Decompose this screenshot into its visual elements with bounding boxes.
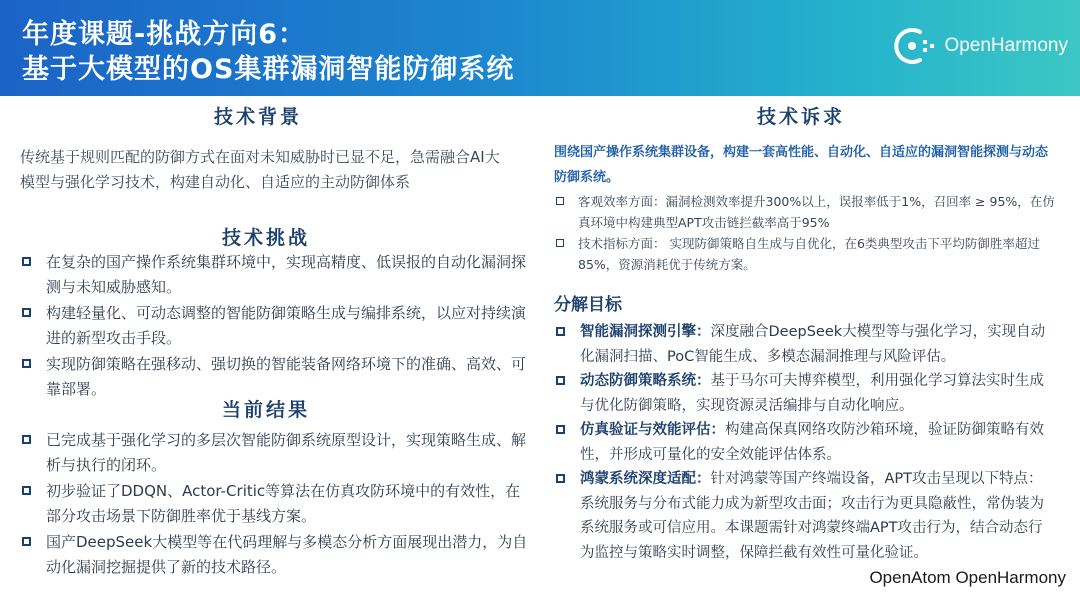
section-title-background: 技术背景 — [214, 106, 303, 128]
challenge-item — [20, 250, 526, 300]
result-item — [20, 428, 530, 478]
demands-list — [554, 191, 1066, 275]
openharmony-logo-icon — [890, 24, 938, 68]
goal-text: 针对鸿蒙等国产终端设备，APT攻击呈现以下特点：系统服务与分布式能力成为新型攻击面；攻击行为更具隐蔽性，常伪装为系统服务或可信应用。本课题需针对鸿蒙终端APT攻击行为，结合动态行为监控与策略实时调整，保障拦截有效性可量化验证。 — [580, 471, 1044, 561]
goal-text: 深度融合DeepSeek大模型等与强化学习，实现自动化漏洞扫描、PoC智能生成、多模态漏洞推理与风险评估。 — [580, 324, 1046, 365]
challenges-list — [20, 250, 526, 403]
page-title-line1: 年度课题-挑战方向6： — [22, 19, 306, 50]
bullet-square-icon — [556, 376, 565, 385]
openharmony-logo — [890, 24, 1068, 68]
challenge-item — [20, 301, 526, 351]
demand-item — [554, 233, 1066, 275]
goal-heading: 智能漏洞探测引擎： — [580, 324, 711, 340]
logo-wordmark: OpenHarmony — [944, 35, 1068, 56]
bullet-square-icon — [22, 435, 31, 444]
result-text: 国产DeepSeek大模型等在代码理解与多模态分析方面展现出潜力，为自动化漏洞挖掘提供了新的技术路径。 — [46, 533, 528, 576]
footer-brand: OpenAtom OpenHarmony — [869, 568, 1066, 587]
bullet-square-icon — [22, 486, 31, 495]
challenge-text: 在复杂的国产操作系统集群环境中，实现高精度、低误报的自动化漏洞探测与未知威胁感知。 — [46, 253, 527, 296]
result-text: 已完成基于强化学习的多层次智能防御系统原型设计，实现策略生成、解析与执行的闭环。 — [46, 431, 527, 474]
result-text: 初步验证了DDQN、Actor-Critic等算法在仿真攻防环境中的有效性，在部分攻击场景下防御胜率优于基线方案。 — [46, 482, 521, 525]
challenge-text: 实现防御策略在强移动、强切换的智能装备网络环境下的准确、高效、可靠部署。 — [46, 355, 527, 398]
goal-item — [554, 369, 1054, 418]
results-list — [20, 428, 530, 581]
goal-item — [554, 418, 1054, 467]
demand-text: 技术指标方面： 实现防御策略自生成与自优化，在6类典型攻击下平均防御胜率超过85%，资源消耗优于传统方案。 — [578, 236, 1040, 272]
page-title-line2: 基于大模型的OS集群漏洞智能防御系统 — [22, 54, 515, 85]
goal-text: 构建高保真网络攻防沙箱环境，验证防御策略有效性，并形成可量化的安全效能评估体系。 — [580, 422, 1044, 463]
goal-item — [554, 320, 1054, 369]
goal-heading: 仿真验证与效能评估： — [580, 422, 725, 438]
demands-intro: 围绕国产操作系统集群设备，构建一套高性能、自动化、自适应的漏洞智能探测与动态防御系统。 — [554, 145, 1049, 185]
header-banner — [0, 0, 1080, 96]
demand-text: 客观效率方面：漏洞检测效率提升300%以上，误报率低于1%，召回率 ≥ 95%，在仿真环境中构建典型APT攻击链拦截率高于95% — [578, 194, 1055, 230]
background-text: 传统基于规则匹配的防御方式在面对未知威胁时已显不足，急需融合AI大模型与强化学习技术，构建自动化、自适应的主动防御体系 — [20, 148, 500, 191]
goal-item — [554, 467, 1054, 565]
bullet-square-icon — [556, 197, 564, 205]
section-title-challenges: 技术挑战 — [222, 227, 311, 249]
section-title-results: 当前结果 — [222, 399, 311, 421]
bullet-square-icon — [22, 308, 31, 317]
goal-heading: 动态防御策略系统： — [580, 373, 711, 389]
result-item — [20, 530, 530, 580]
bullet-square-icon — [22, 537, 31, 546]
demand-item — [554, 191, 1066, 233]
goal-heading: 鸿蒙系统深度适配： — [580, 471, 711, 487]
bullet-square-icon — [556, 425, 565, 434]
bullet-square-icon — [556, 327, 565, 336]
goal-text: 基于马尔可夫博弈模型，利用强化学习算法实时生成与优化防御策略，实现资源灵活编排与自动化响应。 — [580, 373, 1044, 414]
challenge-text: 构建轻量化、可动态调整的智能防御策略生成与编排系统，以应对持续演进的新型攻击手段。 — [46, 304, 527, 347]
bullet-square-icon — [556, 239, 564, 247]
bullet-square-icon — [22, 257, 31, 266]
result-item — [20, 479, 530, 529]
section-title-demands: 技术诉求 — [757, 106, 846, 128]
section-title-goals: 分解目标 — [554, 295, 622, 315]
bullet-square-icon — [556, 474, 565, 483]
goals-list — [554, 320, 1054, 565]
bullet-square-icon — [22, 359, 31, 368]
